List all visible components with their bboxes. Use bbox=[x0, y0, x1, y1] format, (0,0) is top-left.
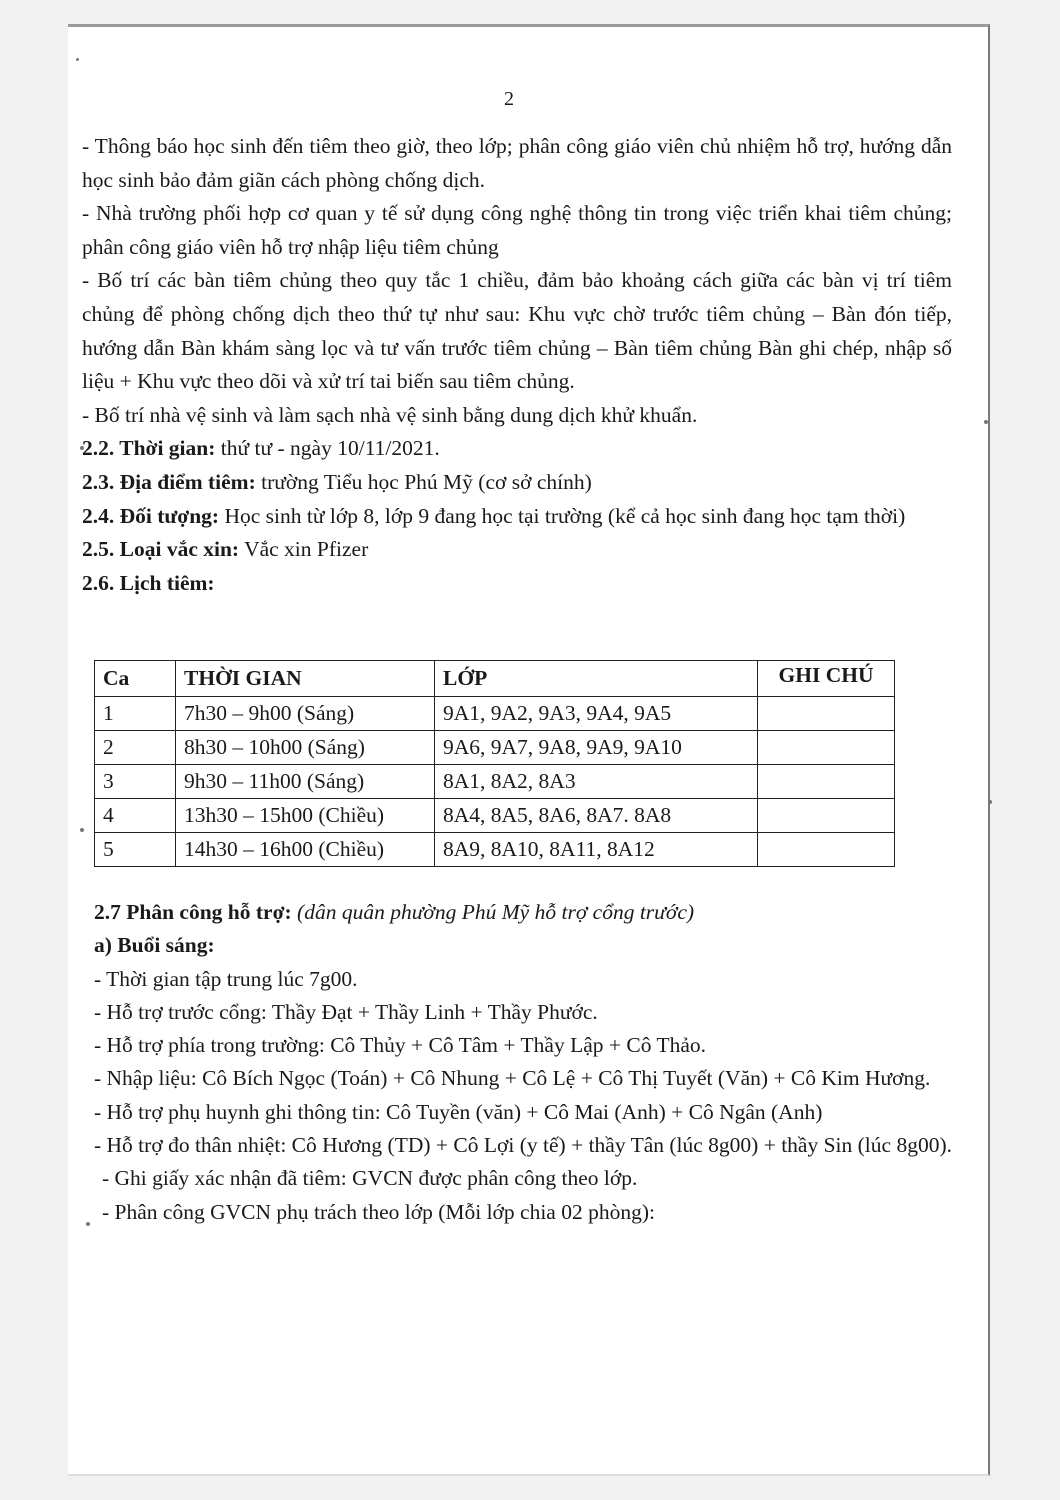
cell-ca: 4 bbox=[95, 799, 176, 833]
header-classes: LỚP bbox=[435, 661, 758, 697]
scan-speck bbox=[984, 420, 988, 424]
morning-heading: a) Buổi sáng: bbox=[94, 933, 215, 958]
table-row bbox=[95, 799, 895, 833]
cell-classes: 9A1, 9A2, 9A3, 9A4, 9A5 bbox=[435, 697, 758, 731]
support-item: - Hỗ trợ trước cổng: Thầy Đạt + Thầy Linh + Thầy Phước. bbox=[94, 999, 598, 1024]
paragraph-table-layout: - Bố trí các bàn tiêm chủng theo quy tắc 1 chiều, đảm bảo khoảng cách giữa các bàn vị trí tiêm chủng để phòng chống dịch theo thứ tự như sau: Khu vực chờ trước tiêm chủng – Bàn đón tiếp, hướng dẫn Bàn khám sàng lọc và tư vấn trước tiêm chủng – Bàn tiêm chủng Bàn ghi chép, nhập số liệu + Khu vực theo dõi và xử trí tai biến sau tiêm chủng. bbox=[82, 268, 952, 394]
support-assignment-section bbox=[94, 896, 954, 1229]
section-place-value: trường Tiểu học Phú Mỹ (cơ sở chính) bbox=[255, 469, 592, 494]
cell-note bbox=[758, 697, 895, 731]
support-item: - Thời gian tập trung lúc 7g00. bbox=[94, 966, 358, 991]
paragraph-sanitation: - Bố trí nhà vệ sinh và làm sạch nhà vệ sinh bằng dung dịch khử khuẩn. bbox=[82, 402, 698, 427]
table-header-row bbox=[95, 661, 895, 697]
table-row bbox=[95, 833, 895, 867]
support-heading bbox=[94, 896, 954, 929]
cell-ca: 2 bbox=[95, 731, 176, 765]
support-item: - Hỗ trợ phụ huynh ghi thông tin: Cô Tuyền (văn) + Cô Mai (Anh) + Cô Ngân (Anh) bbox=[94, 1099, 823, 1124]
cell-ca: 3 bbox=[95, 765, 176, 799]
table-row bbox=[95, 697, 895, 731]
section-vaccine-label: 2.5. Loại vắc xin: bbox=[82, 537, 240, 562]
header-time: THỜI GIAN bbox=[176, 661, 435, 697]
section-time-value: thứ tư - ngày 10/11/2021. bbox=[215, 436, 440, 461]
cell-classes: 8A4, 8A5, 8A6, 8A7. 8A8 bbox=[435, 799, 758, 833]
section-time-label: 2.2. Thời gian: bbox=[82, 436, 216, 461]
cell-classes: 8A1, 8A2, 8A3 bbox=[435, 765, 758, 799]
table-row bbox=[95, 731, 895, 765]
section-time bbox=[82, 432, 952, 466]
header-notes: GHI CHÚ bbox=[758, 661, 895, 697]
cell-note bbox=[758, 833, 895, 867]
schedule-heading: 2.6. Lịch tiêm: bbox=[82, 570, 215, 595]
support-item: - Ghi giấy xác nhận đã tiêm: GVCN được phân công theo lớp. bbox=[102, 1166, 638, 1191]
cell-time: 13h30 – 15h00 (Chiều) bbox=[176, 799, 435, 833]
scan-speck bbox=[76, 58, 79, 61]
cell-note bbox=[758, 765, 895, 799]
scan-speck bbox=[86, 1222, 90, 1226]
cell-classes: 8A9, 8A10, 8A11, 8A12 bbox=[435, 833, 758, 867]
scan-speck bbox=[988, 800, 992, 804]
section-target-value: Học sinh từ lớp 8, lớp 9 đang học tại trường (kể cả học sinh đang học tạm thời) bbox=[219, 503, 906, 528]
cell-ca: 1 bbox=[95, 697, 176, 731]
cell-note bbox=[758, 731, 895, 765]
paragraph-notify: - Thông báo học sinh đến tiêm theo giờ, theo lớp; phân công giáo viên chủ nhiệm hỗ trợ, hướng dẫn học sinh bảo đảm giãn cách phòng chống dịch. bbox=[82, 134, 952, 192]
support-item: - Phân công GVCN phụ trách theo lớp (Mỗi lớp chia 02 phòng): bbox=[102, 1199, 655, 1224]
cell-time: 9h30 – 11h00 (Sáng) bbox=[176, 765, 435, 799]
support-heading-note: (dân quân phường Phú Mỹ hỗ trợ cổng trước) bbox=[291, 900, 695, 924]
support-item: - Hỗ trợ phía trong trường: Cô Thủy + Cô Tâm + Thầy Lập + Cô Thảo. bbox=[94, 1033, 706, 1058]
cell-ca: 5 bbox=[95, 833, 176, 867]
section-vaccine bbox=[82, 533, 952, 567]
body-text bbox=[82, 130, 952, 600]
table-row bbox=[95, 765, 895, 799]
section-vaccine-value: Vắc xin Pfizer bbox=[239, 537, 369, 562]
page-number: 2 bbox=[504, 88, 514, 110]
support-heading-label: 2.7 Phân công hỗ trợ: bbox=[94, 900, 292, 924]
section-target bbox=[82, 500, 952, 534]
paragraph-it-coordination: - Nhà trường phối hợp cơ quan y tế sử dụng công nghệ thông tin trong việc triển khai tiêm chủng; phân công giáo viên hỗ trợ nhập liệu tiêm chủng bbox=[82, 201, 952, 259]
header-ca: Ca bbox=[95, 661, 176, 697]
cell-time: 8h30 – 10h00 (Sáng) bbox=[176, 731, 435, 765]
support-item: - Hỗ trợ đo thân nhiệt: Cô Hương (TD) + Cô Lợi (y tế) + thầy Tân (lúc 8g00) + thầy Sin (lúc 8g00). bbox=[94, 1133, 952, 1158]
cell-time: 7h30 – 9h00 (Sáng) bbox=[176, 697, 435, 731]
cell-time: 14h30 – 16h00 (Chiều) bbox=[176, 833, 435, 867]
scan-speck bbox=[80, 828, 84, 832]
cell-note bbox=[758, 799, 895, 833]
section-place bbox=[82, 466, 952, 500]
support-item: - Nhập liệu: Cô Bích Ngọc (Toán) + Cô Nhung + Cô Lệ + Cô Thị Tuyết (Văn) + Cô Kim Hương. bbox=[94, 1066, 931, 1091]
vaccination-schedule-table bbox=[94, 660, 895, 867]
section-place-label: 2.3. Địa điểm tiêm: bbox=[82, 469, 256, 494]
cell-classes: 9A6, 9A7, 9A8, 9A9, 9A10 bbox=[435, 731, 758, 765]
section-target-label: 2.4. Đối tượng: bbox=[82, 503, 220, 528]
